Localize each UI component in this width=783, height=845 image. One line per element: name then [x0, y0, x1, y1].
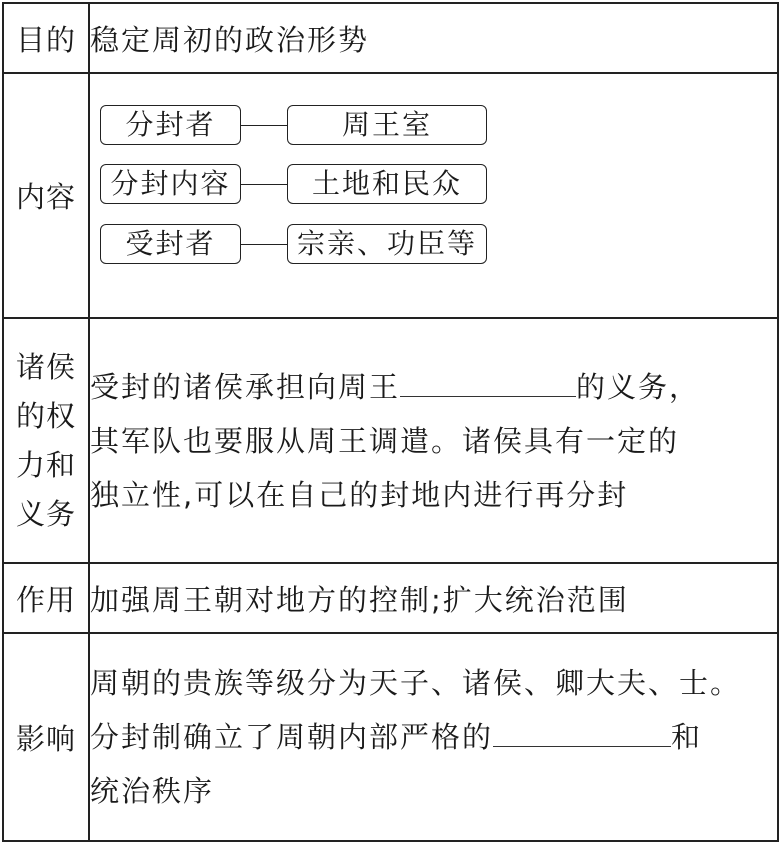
connector-1	[241, 125, 287, 126]
label-content: 内容	[3, 73, 89, 318]
influence-text	[89, 633, 778, 841]
rights-line-3: 独立性,可以在自己的封地内进行再分封	[90, 477, 629, 512]
label-rights-line-3: 力和	[15, 447, 76, 482]
influence-line-2-before: 分封制确立了周朝内部严格的	[90, 720, 494, 754]
rights-line-1	[90, 360, 773, 414]
label-rights-obligations	[3, 318, 89, 563]
label-rights-line-2: 的权	[15, 398, 76, 433]
influence-line-2-after: 和	[671, 720, 703, 754]
blank-fill-in-2[interactable]	[493, 718, 671, 747]
rights-line-2: 其军队也要服从周王调遣。诸侯具有一定的	[90, 423, 680, 458]
rights-line-1-before: 受封的诸侯承担向周王	[90, 369, 401, 404]
purpose-text: 稳定周初的政治形势	[89, 3, 778, 73]
rights-obligations-text	[89, 318, 778, 563]
box-zhou-royal-house: 周王室	[287, 105, 487, 145]
blank-fill-in-1[interactable]	[400, 368, 576, 397]
influence-line-3: 统治秩序	[90, 774, 215, 808]
content-diagram	[90, 81, 777, 311]
box-relatives-and-officials: 宗亲、功臣等	[287, 224, 487, 264]
influence-line-1: 周朝的贵族等级分为天子、诸侯、卿大夫、士。	[90, 666, 742, 700]
box-land-and-people: 土地和民众	[287, 164, 487, 204]
box-enfeoffment-content: 分封内容	[100, 164, 241, 204]
label-influence: 影响	[3, 633, 89, 841]
connector-3	[241, 244, 287, 245]
rights-line-1-after: 的义务，	[576, 369, 701, 404]
label-rights-line-1: 诸侯	[15, 349, 76, 384]
connector-2	[241, 184, 287, 185]
label-rights-line-4: 义务	[15, 496, 76, 531]
influence-line-2	[90, 710, 773, 764]
effect-text: 加强周王朝对地方的控制;扩大统治范围	[89, 563, 778, 633]
box-enfeoffee: 受封者	[100, 224, 241, 264]
row-purpose	[3, 3, 778, 73]
content-diagram-cell	[89, 73, 778, 318]
feudal-system-table	[2, 2, 779, 842]
row-content	[3, 73, 778, 318]
label-effect: 作用	[3, 563, 89, 633]
row-effect	[3, 563, 778, 633]
box-enfeoffer: 分封者	[100, 105, 241, 145]
row-rights-obligations	[3, 318, 778, 563]
label-purpose: 目的	[3, 3, 89, 73]
row-influence	[3, 633, 778, 841]
